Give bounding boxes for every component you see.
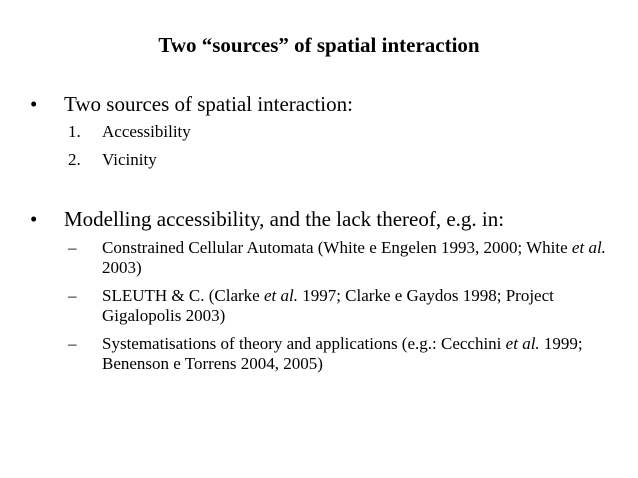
reference-text-part: Systematisations of theory and applications (e.g.: Cecchini [102,334,506,353]
reference-text-part: 2003) [102,258,142,277]
reference-text-part: SLEUTH & C. (Clarke [102,286,264,305]
list-number: 2. [68,150,81,169]
reference-text [102,238,608,278]
reference-item-systematisations [68,334,608,374]
reference-et-al: et al. [571,238,606,257]
slide-title: Two “sources” of spatial interaction [158,33,480,57]
dash-marker: – [68,238,77,257]
reference-item-sleuth [68,286,608,326]
list-text: Accessibility [102,122,191,141]
bullet-modelling [30,207,618,232]
dash-marker: – [68,334,77,353]
reference-text-part: Constrained Cellular Automata (White e Engelen 1993, 2000; White [102,238,572,257]
reference-et-al: et al. [505,334,540,353]
reference-text-part: 1997; Clarke e Gaydos 1998; Project Gigalopolis 2003) [102,286,554,325]
list-number: 1. [68,122,81,141]
list-text: Vicinity [102,150,157,169]
reference-et-al: et al. [263,286,298,305]
reference-text [102,334,608,374]
list-item-accessibility [68,121,191,143]
bullet-marker: • [30,207,38,231]
reference-text [102,286,608,326]
bullet-sources [30,92,618,117]
bullet-text: Modelling accessibility, and the lack thereof, e.g. in: [64,207,505,231]
dash-marker: – [68,286,77,305]
reference-text-part: 1999; Benenson e Torrens 2004, 2005) [102,334,583,373]
bullet-marker: • [30,92,38,116]
bullet-text: Two sources of spatial interaction: [64,92,353,116]
reference-item-cca [68,238,608,278]
list-item-vicinity [68,149,157,171]
